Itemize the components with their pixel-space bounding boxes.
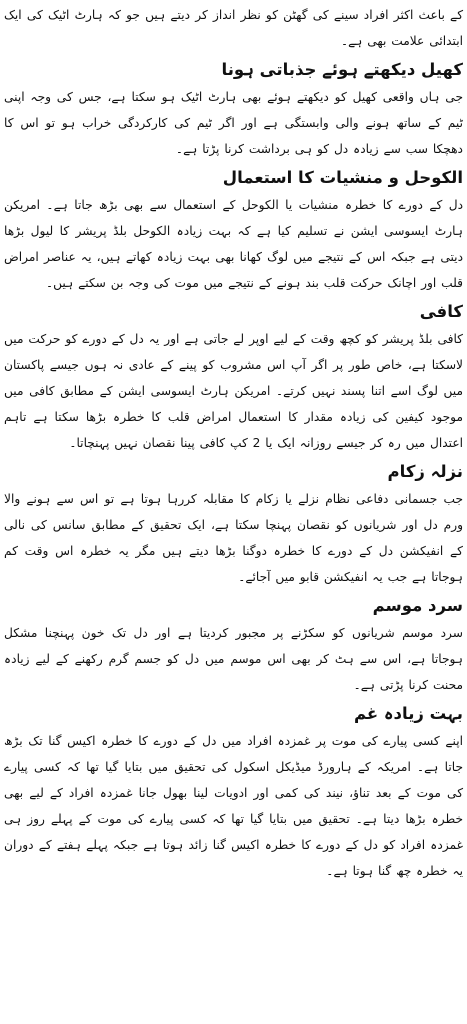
paragraph-grief: اپنے کسی پیارے کی موت پر غمزدہ افراد میں دل کے دورے کا خطرہ اکیس گنا تک بڑھ جاتا ہے۔ امریکہ کے ہارورڈ میڈیکل اسکول کی تحقیق میں بتایا گیا تھا کہ کسی پیارے کی موت کے بعد تناؤ، نیند کی کمی اور ادویات لینا بھول جانا غمزدہ افراد کے لیے بھی خطرہ بڑھا دیتا ہے۔ تحقیق میں بتایا گیا تھا کہ کسی پیارے کی موت کے پہلے روز ہی غمزدہ افراد کو دل کے دورے کا خطرہ اکیس گنا زائد ہوتا ہے جبکہ پہلے ہفتے کے دوران یہ خطرہ چھ گنا ہوتا ہے۔ (4, 734, 463, 878)
paragraph-flu-cold: جب جسمانی دفاعی نظام نزلے یا زکام کا مقابلہ کررہا ہوتا ہے تو اس سے ہونے والا ورم دل اور شریانوں کو نقصان پہنچا سکتا ہے، ایک تحقیق کے مطابق سانس کی نالی کے انفیکشن دل کے دورے کا خطرہ دوگنا بڑھا دیتے ہیں مگر یہ خطرہ اس وقت کم ہوجاتا ہے جب یہ انفیکشن قابو میں آجائے۔ (4, 492, 463, 584)
heading-flu-cold: نزلہ زکام (387, 462, 463, 481)
heading-coffee: کافی (419, 302, 463, 321)
intro-paragraph: کے باعث اکثر افراد سینے کی گھٹن کو نظر انداز کر دیتے ہیں جو کہ ہارٹ اٹیک کی ایک ابتدائی علامت بھی ہے۔ (4, 8, 463, 48)
paragraph-cold-weather: سرد موسم شریانوں کو سکڑنے پر مجبور کردیتا ہے اور دل تک خون پہنچنا مشکل ہوجاتا ہے، اس سے ہٹ کر بھی اس موسم میں دل کو جسم گرم رکھنے کے لیے زیادہ محنت کرنا پڑتی ہے۔ (4, 626, 463, 692)
heading-alcohol-drugs: الکوحل و منشیات کا استعمال (222, 168, 463, 187)
heading-sports-emotion: کھیل دیکھتے ہوئے جذباتی ہونا (221, 60, 463, 79)
heading-grief: بہت زیادہ غم (353, 704, 463, 723)
paragraph-alcohol-drugs: دل کے دورے کا خطرہ منشیات یا الکوحل کے استعمال سے بھی بڑھ جاتا ہے۔ امریکن ہارٹ ایسوسی ایشن نے تسلیم کیا ہے کہ بہت زیادہ الکوحل بلڈ پریشر کا لیول بڑھا دیتی ہے جبکہ اس کے نتیجے میں لوگ کھانا بھی بہت زیادہ کھاتے ہیں، یہ عناصر امراض قلب اور اچانک حرکت قلب بند ہونے کے نتیجے میں موت کی وجہ بن سکتے ہیں۔ (4, 198, 463, 290)
paragraph-sports-emotion: جی ہاں واقعی کھیل کو دیکھتے ہوئے بھی ہارٹ اٹیک ہو سکتا ہے، جس کی وجہ اپنی ٹیم کے ساتھ ہونے والی وابستگی ہے اور اگر ٹیم کی کارکردگی خراب ہو تو اس کا دھچکا سب سے زیادہ دل کو ہی برداشت کرنا پڑتا ہے۔ (4, 90, 463, 156)
heading-cold-weather: سرد موسم (372, 596, 463, 615)
paragraph-coffee: کافی بلڈ پریشر کو کچھ وقت کے لیے اوپر لے جاتی ہے اور یہ دل کے دورے کو حرکت میں لاسکتا ہے، خاص طور پر اگر آپ اس مشروب کو پینے کے عادی نہ ہوں جیسے پاکستان میں لوگ اسے اتنا پسند نہیں کرتے۔ امریکن ہارٹ ایسوسی ایشن کے مطابق کافی میں موجود کیفین کی زیادہ مقدار کا استعمال امراض قلب کا خطرہ بڑھا سکتا ہے تاہم اعتدال میں رہ کر جیسے روزانہ ایک یا 2 کپ کافی پینا نقصان نہیں پہنچاتا۔ (4, 332, 463, 450)
